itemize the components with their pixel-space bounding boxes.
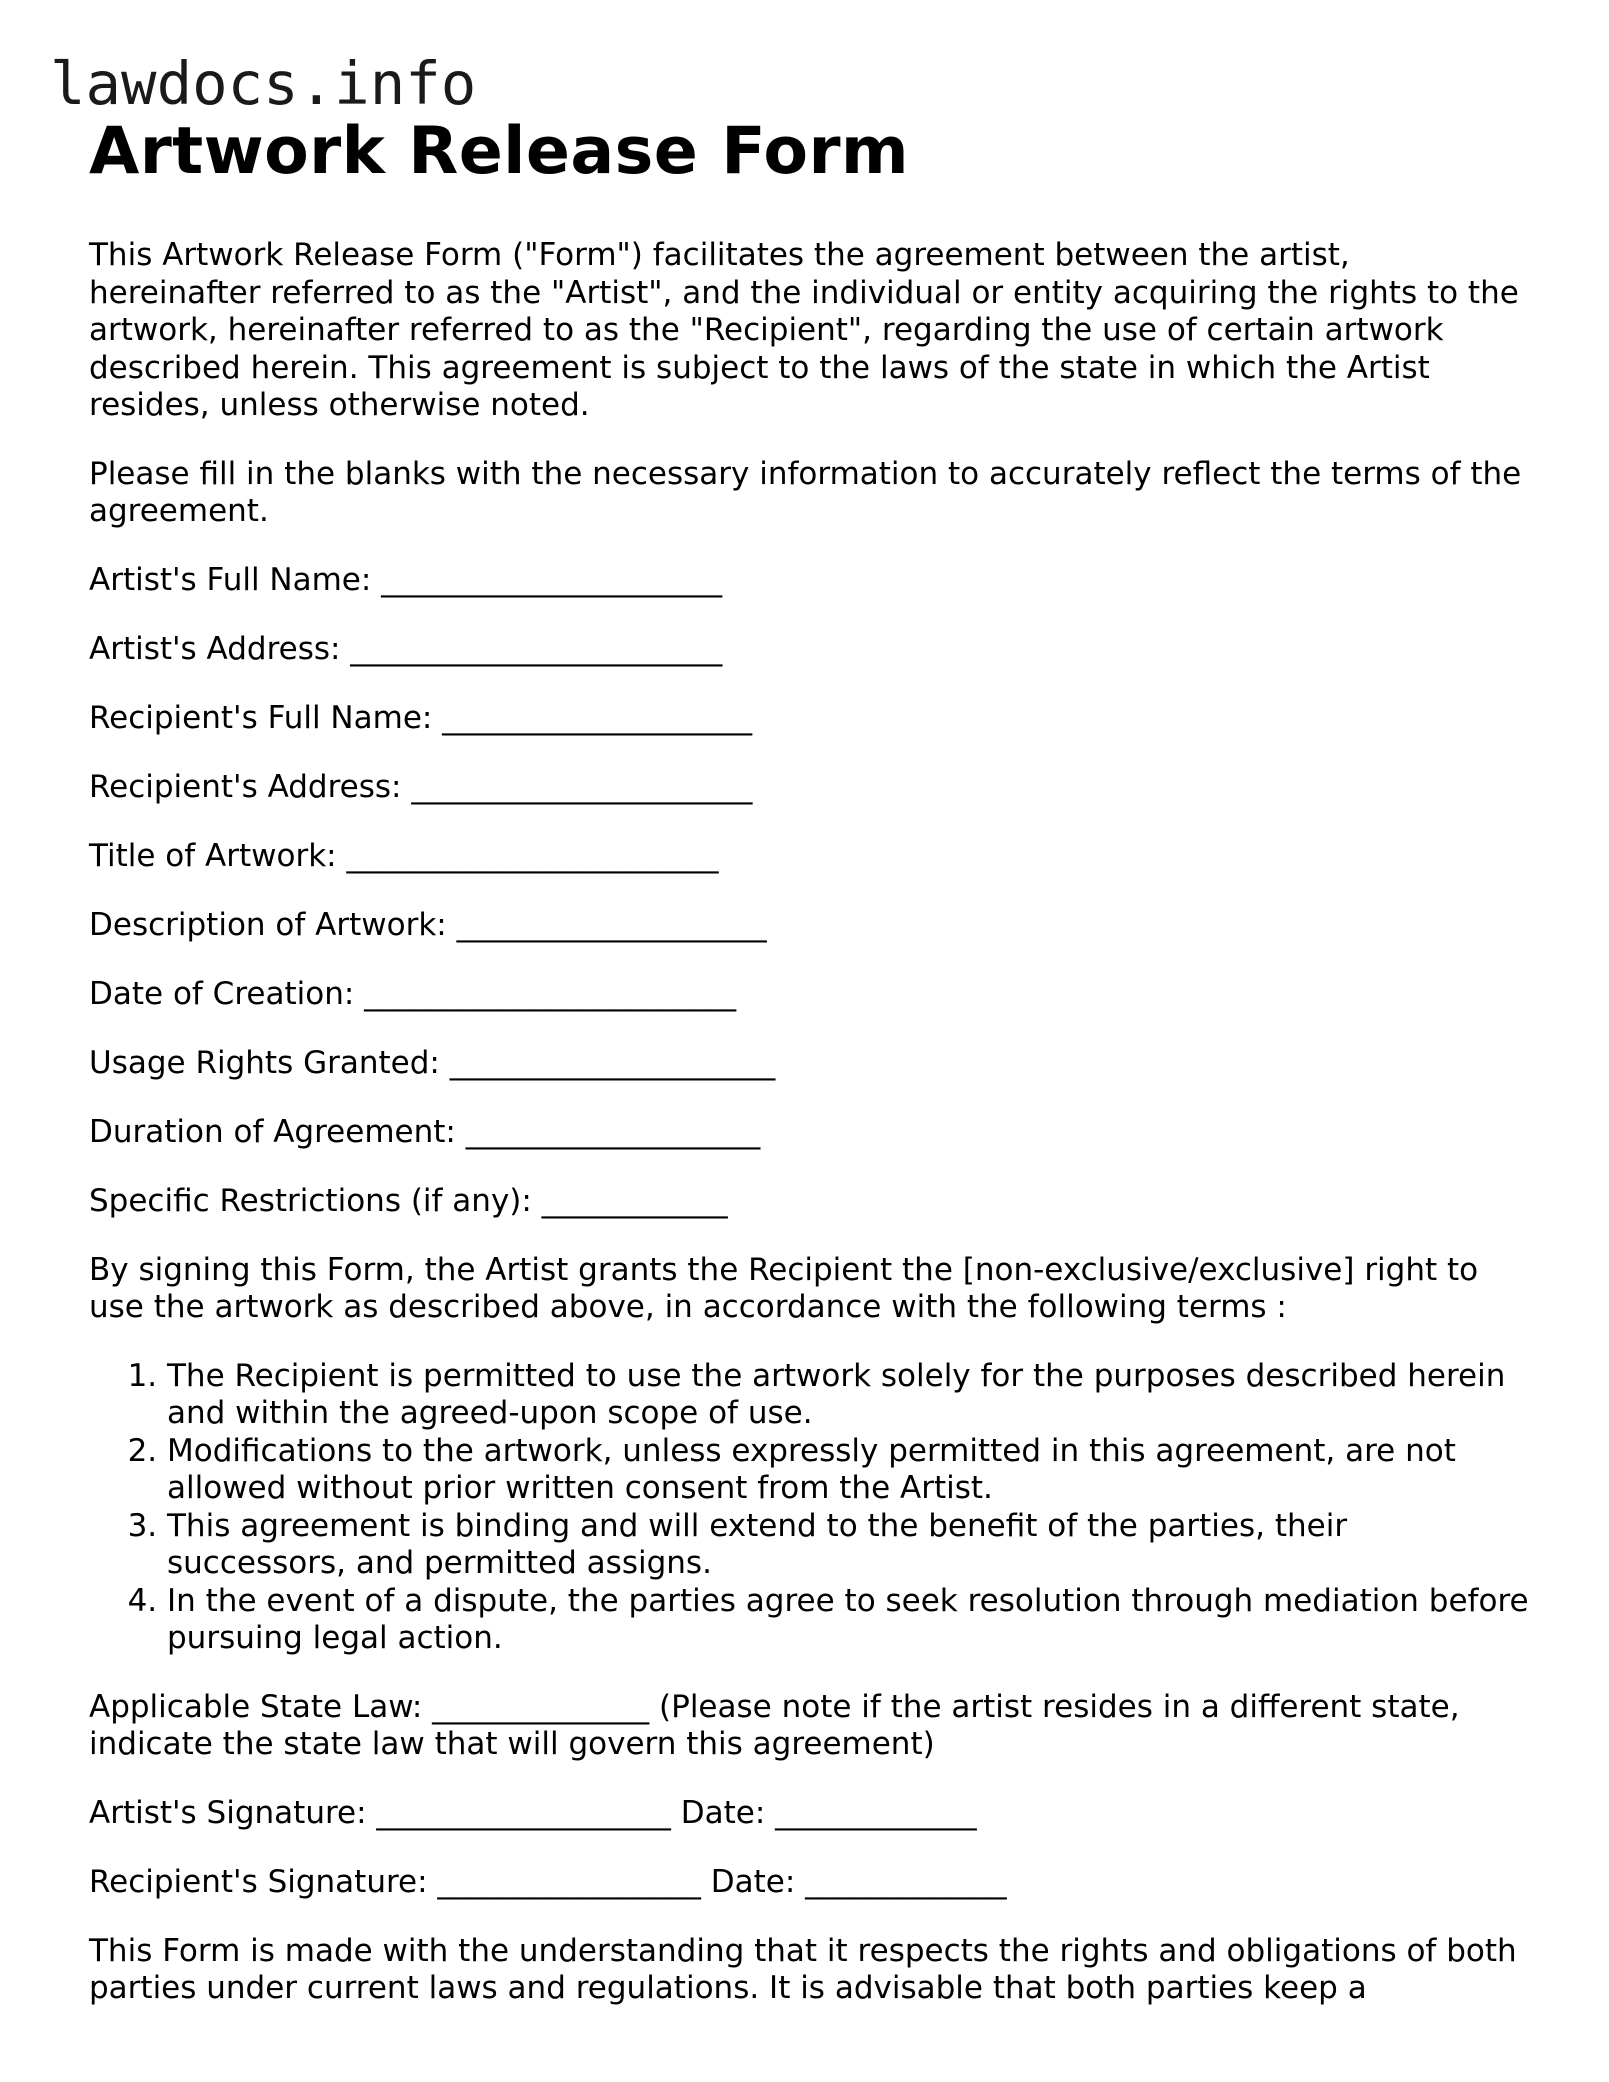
- terms-list-item: 3. This agreement is binding and will extend to the benefit of the parties, their successors, and permitted assigns.: [167, 1508, 1529, 1583]
- document-title: Artwork Release Form: [89, 114, 910, 189]
- site-watermark: lawdocs.info: [50, 49, 477, 118]
- field-date-of-creation: Date of Creation: ________________________: [89, 975, 737, 1012]
- terms-list-item: 1. The Recipient is permitted to use the artwork solely for the purposes described herein and within the agreed-upon scope of use.: [167, 1358, 1529, 1433]
- field-specific-restrictions: Specific Restrictions (if any): ____________: [89, 1182, 728, 1219]
- field-artist-full-name: Artist's Full Name: ______________________: [89, 561, 723, 598]
- terms-list-item: 4. In the event of a dispute, the parties agree to seek resolution through mediation before pursuing legal action.: [167, 1583, 1529, 1658]
- terms-list-item: 2. Modifications to the artwork, unless expressly permitted in this agreement, are not allowed without prior written consent from the Artist.: [167, 1433, 1529, 1508]
- artist-signature-line: Artist's Signature: ___________________ Date: _____________: [89, 1794, 977, 1831]
- field-title-of-artwork: Title of Artwork: ________________________: [89, 837, 719, 874]
- closing-paragraph: This Form is made with the understanding that it respects the rights and obligations of both parties under current laws and regulations. It is advisable that both parties keep a: [89, 1932, 1517, 2006]
- grant-paragraph: By signing this Form, the Artist grants the Recipient the [non-exclusive/exclusive] right to use the artwork as described above, in accordance with the following terms :: [89, 1251, 1479, 1325]
- field-recipient-address: Recipient's Address: ______________________: [89, 768, 753, 805]
- field-artist-address: Artist's Address: ________________________: [89, 630, 723, 667]
- instructions-paragraph: Please fill in the blanks with the necessary information to accurately reflect the terms of the agreement.: [89, 455, 1522, 529]
- recipient-signature-line: Recipient's Signature: _________________ Date: _____________: [89, 1863, 1007, 1900]
- terms-list: [89, 1358, 1529, 1658]
- intro-paragraph: This Artwork Release Form ("Form") facilitates the agreement between the artist, hereinafter referred to as the "Artist", and the individual or entity acquiring the rights to the artwork, hereinafter referred to as the "Recipient", regarding the use of certain artwork described herein. This agreement is subject to the laws of the state in which the Artist resides, unless otherwise noted.: [89, 237, 1519, 423]
- document-body: [89, 114, 1529, 2039]
- field-duration-of-agreement: Duration of Agreement: ___________________: [89, 1113, 761, 1150]
- field-description-of-artwork: Description of Artwork: ____________________: [89, 906, 767, 943]
- field-usage-rights-granted: Usage Rights Granted: _____________________: [89, 1044, 776, 1081]
- state-law-paragraph: Applicable State Law: ______________ (Please note if the artist resides in a different state, indicate the state law that will govern this agreement): [89, 1688, 1460, 1762]
- field-recipient-full-name: Recipient's Full Name: ____________________: [89, 699, 753, 736]
